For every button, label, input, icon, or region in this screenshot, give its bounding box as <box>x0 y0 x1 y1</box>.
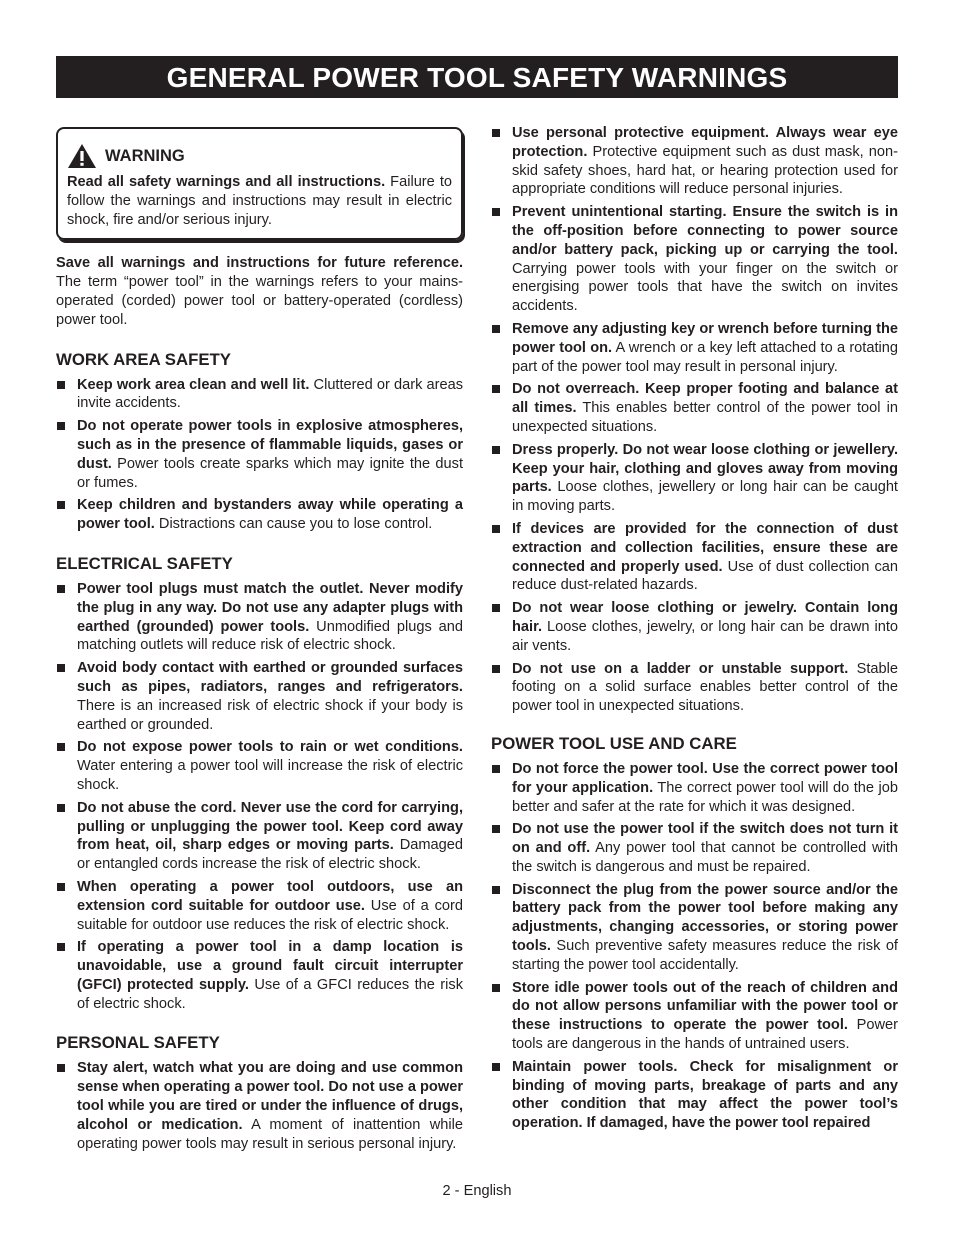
item-text: Loose clothes, jewelry, or long hair can be drawn into air vents. <box>512 618 898 654</box>
personal-list-right <box>491 124 898 716</box>
item-text: Damaged or entangled cords increase the risk of electric shock. <box>77 837 463 873</box>
list-item <box>491 820 898 876</box>
item-text: There is an increased risk of electric shock if your body is earthed or grounded. <box>77 697 463 733</box>
item-bold-text: Prevent unintentional starting. Ensure the switch is in the off-position before connecting to power source and/or battery pack, picking up or carrying the tool. <box>512 204 898 258</box>
bullet-square-icon <box>57 1064 65 1072</box>
item-text: Loose clothes, jewellery or long hair can be caught in moving parts. <box>512 479 898 515</box>
item-text: Use of a GFCI reduces the risk of electric shock. <box>77 976 463 1012</box>
item-bold-text: Disconnect the plug from the power source and/or the battery pack from the power tool before making any adjustments, changing accessories, or storing power tools. <box>512 881 898 955</box>
item-bold-text: Keep children and bystanders away while operating a power tool. <box>77 497 463 533</box>
item-bold-text: When operating a power tool outdoors, use an extension cord suitable for outdoor use. <box>77 878 463 914</box>
list-item <box>491 380 898 436</box>
electrical-list <box>56 580 463 1014</box>
list-item <box>56 878 463 934</box>
bullet-square-icon <box>492 446 500 454</box>
item-bold-text: Use personal protective equipment. Always wear eye protection. <box>512 125 898 160</box>
item-text: Distractions can cause you to lose control. <box>154 516 433 533</box>
list-item <box>491 660 898 716</box>
item-bold-text: If devices are provided for the connection of dust extraction and collection facilities, ensure these are connected and properly used. <box>512 520 898 575</box>
item-bold-text: Maintain power tools. Check for misalignment or binding of moving parts, breakage of parts and any other condition that may affect the power tool’s operation. If damaged, have the power tool repaired <box>512 1058 898 1132</box>
item-bold-text: Do not operate power tools in explosive atmospheres, such as in the presence of flammable liquids, gases or dust. <box>77 418 463 472</box>
bullet-square-icon <box>492 208 500 216</box>
item-text: Such preventive safety measures reduce the risk of starting the power tool accidentally. <box>512 938 898 973</box>
item-bold-text: Do not wear loose clothing or jewelry. Contain long hair. <box>512 600 898 635</box>
bullet-square-icon <box>57 501 65 509</box>
list-item <box>491 1058 898 1133</box>
list-item <box>491 320 898 376</box>
section-title-personal: PERSONAL SAFETY <box>56 1033 220 1053</box>
list-item <box>56 580 463 655</box>
bullet-square-icon <box>57 883 65 891</box>
item-text: This enables better control of the power tool in unexpected situations. <box>512 400 898 435</box>
list-item <box>491 881 898 975</box>
left-column <box>56 124 463 1157</box>
section-title-electrical: ELECTRICAL SAFETY <box>56 553 233 573</box>
list-item <box>491 979 898 1054</box>
item-bold-text: Do not use the power tool if the switch does not turn it on and off. <box>512 821 898 857</box>
item-bold-text: Do not expose power tools to rain or wet conditions. <box>77 739 463 756</box>
item-bold-text: Keep work area clean and well lit. <box>77 376 310 393</box>
bullet-square-icon <box>57 804 65 812</box>
list-item <box>56 659 463 734</box>
item-text: Stable footing on a solid surface enables better control of the power tool in unexpected situations. <box>512 660 898 715</box>
item-bold-text: Stay alert, watch what you are doing and use common sense when operating a power tool. Do not use a power tool while you are tired or under the influence of drugs, alcohol or medication. <box>77 1060 463 1133</box>
list-item <box>56 376 463 414</box>
bullet-square-icon <box>492 129 500 137</box>
list-item <box>491 441 898 516</box>
list-item <box>491 520 898 595</box>
item-text: The correct power tool will do the job better and safer at the rate for which it was designed. <box>512 779 898 815</box>
list-item <box>491 203 898 316</box>
list-item <box>491 760 898 816</box>
item-text: Cluttered or dark areas invite accidents. <box>77 376 463 412</box>
item-text: Carrying power tools with your finger on the switch or energising power tools that have the switch on invites accidents. <box>512 260 898 315</box>
item-bold-text: Dress properly. Do not wear loose clothing or jewellery. Keep your hair, clothing and gloves away from moving parts. <box>512 441 898 496</box>
warning-header <box>67 143 452 169</box>
item-text: Protective equipment such as dust mask, non-skid safety shoes, hard hat, or hearing protection used for appropriate conditions will reduce personal injuries. <box>512 143 898 198</box>
list-item <box>56 799 463 874</box>
item-bold-text: Remove any adjusting key or wrench before turning the power tool on. <box>512 320 899 356</box>
item-text: Power tools are dangerous in the hands of untrained users. <box>512 1017 899 1053</box>
warning-box <box>56 127 463 240</box>
list-item <box>56 738 463 794</box>
item-text: A moment of inattention while operating power tools may result in serious personal injury. <box>77 1116 463 1152</box>
bullet-square-icon <box>492 525 500 533</box>
bullet-square-icon <box>492 886 500 894</box>
item-text: Any power tool that cannot be controlled with the switch is dangerous and must be repaired. <box>512 840 898 875</box>
section-title-use-care: POWER TOOL USE AND CARE <box>491 733 737 753</box>
list-item <box>491 599 898 655</box>
bullet-square-icon <box>57 664 65 672</box>
item-text: Water entering a power tool will increase the risk of electric shock. <box>77 758 463 793</box>
bullet-square-icon <box>492 325 500 333</box>
right-column <box>491 124 898 1137</box>
item-text: Unmodified plugs and matching outlets will reduce risk of electric shock. <box>77 618 463 654</box>
bullet-square-icon <box>57 585 65 593</box>
bullet-square-icon <box>57 743 65 751</box>
list-item <box>56 938 463 1013</box>
item-bold-text: Avoid body contact with earthed or grounded surfaces such as pipes, radiators, ranges and refrigerators. <box>77 660 463 695</box>
item-bold-text: Power tool plugs must match the outlet. Never modify the plug in any way. Do not use any adapter plugs with earthed (grounded) power tools. <box>77 580 463 635</box>
bullet-square-icon <box>57 943 65 951</box>
bullet-square-icon <box>492 825 500 833</box>
bullet-square-icon <box>57 381 65 389</box>
work-area-list <box>56 376 463 534</box>
item-bold-text: Do not abuse the cord. Never use the cord for carrying, pulling or unplugging the power tool. Keep cord away from heat, oil, sharp edges or moving parts. <box>77 799 463 854</box>
bullet-square-icon <box>492 765 500 773</box>
item-text: Use of a cord suitable for outdoor use reduces the risk of electric shock. <box>77 897 463 933</box>
item-text: Use of dust collection can reduce dust-related hazards. <box>512 558 898 594</box>
page-title: GENERAL POWER TOOL SAFETY WARNINGS <box>56 56 898 98</box>
section-title-work-area: WORK AREA SAFETY <box>56 349 231 369</box>
personal-list-left <box>56 1059 463 1153</box>
item-text: Power tools create sparks which may ignite the dust or fumes. <box>77 455 463 491</box>
warning-lead: Read all safety warnings and all instructions. <box>67 174 386 190</box>
intro-body: The term “power tool” in the warnings refers to your mains-operated (corded) power tool or battery-operated (cordless) power tool. <box>56 274 463 328</box>
item-bold-text: If operating a power tool in a damp location is unavoidable, use a ground fault circuit interrupter (GFCI) protected supply. <box>77 939 463 993</box>
warning-text <box>67 173 452 229</box>
list-item <box>56 496 463 534</box>
item-text: A wrench or a key left attached to a rotating part of the power tool may result in personal injury. <box>512 339 898 375</box>
item-bold-text: Do not overreach. Keep proper footing and balance at all times. <box>512 381 898 417</box>
page-footer: 2 - English <box>442 1183 512 1199</box>
warning-triangle-icon <box>67 143 97 169</box>
bullet-square-icon <box>492 665 500 673</box>
use-care-list <box>491 760 898 1133</box>
list-item <box>491 124 898 199</box>
item-bold-text: Do not force the power tool. Use the correct power tool for your application. <box>512 760 898 796</box>
bullet-square-icon <box>492 984 500 992</box>
bullet-square-icon <box>492 604 500 612</box>
list-item <box>56 1059 463 1153</box>
bullet-square-icon <box>492 1063 500 1071</box>
list-item <box>56 417 463 492</box>
warning-body: Failure to follow the warnings and instructions may result in electric shock, fire and/or serious injury. <box>67 174 452 228</box>
intro-lead: Save all warnings and instructions for future reference. <box>56 255 463 272</box>
intro-paragraph <box>56 254 463 329</box>
warning-heading: WARNING <box>105 146 185 165</box>
item-bold-text: Store idle power tools out of the reach of children and do not allow persons unfamiliar with the power tool or these instructions to operate the power tool. <box>512 979 898 1034</box>
bullet-square-icon <box>57 422 65 430</box>
bullet-square-icon <box>492 385 500 393</box>
item-bold-text: Do not use on a ladder or unstable support. <box>512 660 849 677</box>
